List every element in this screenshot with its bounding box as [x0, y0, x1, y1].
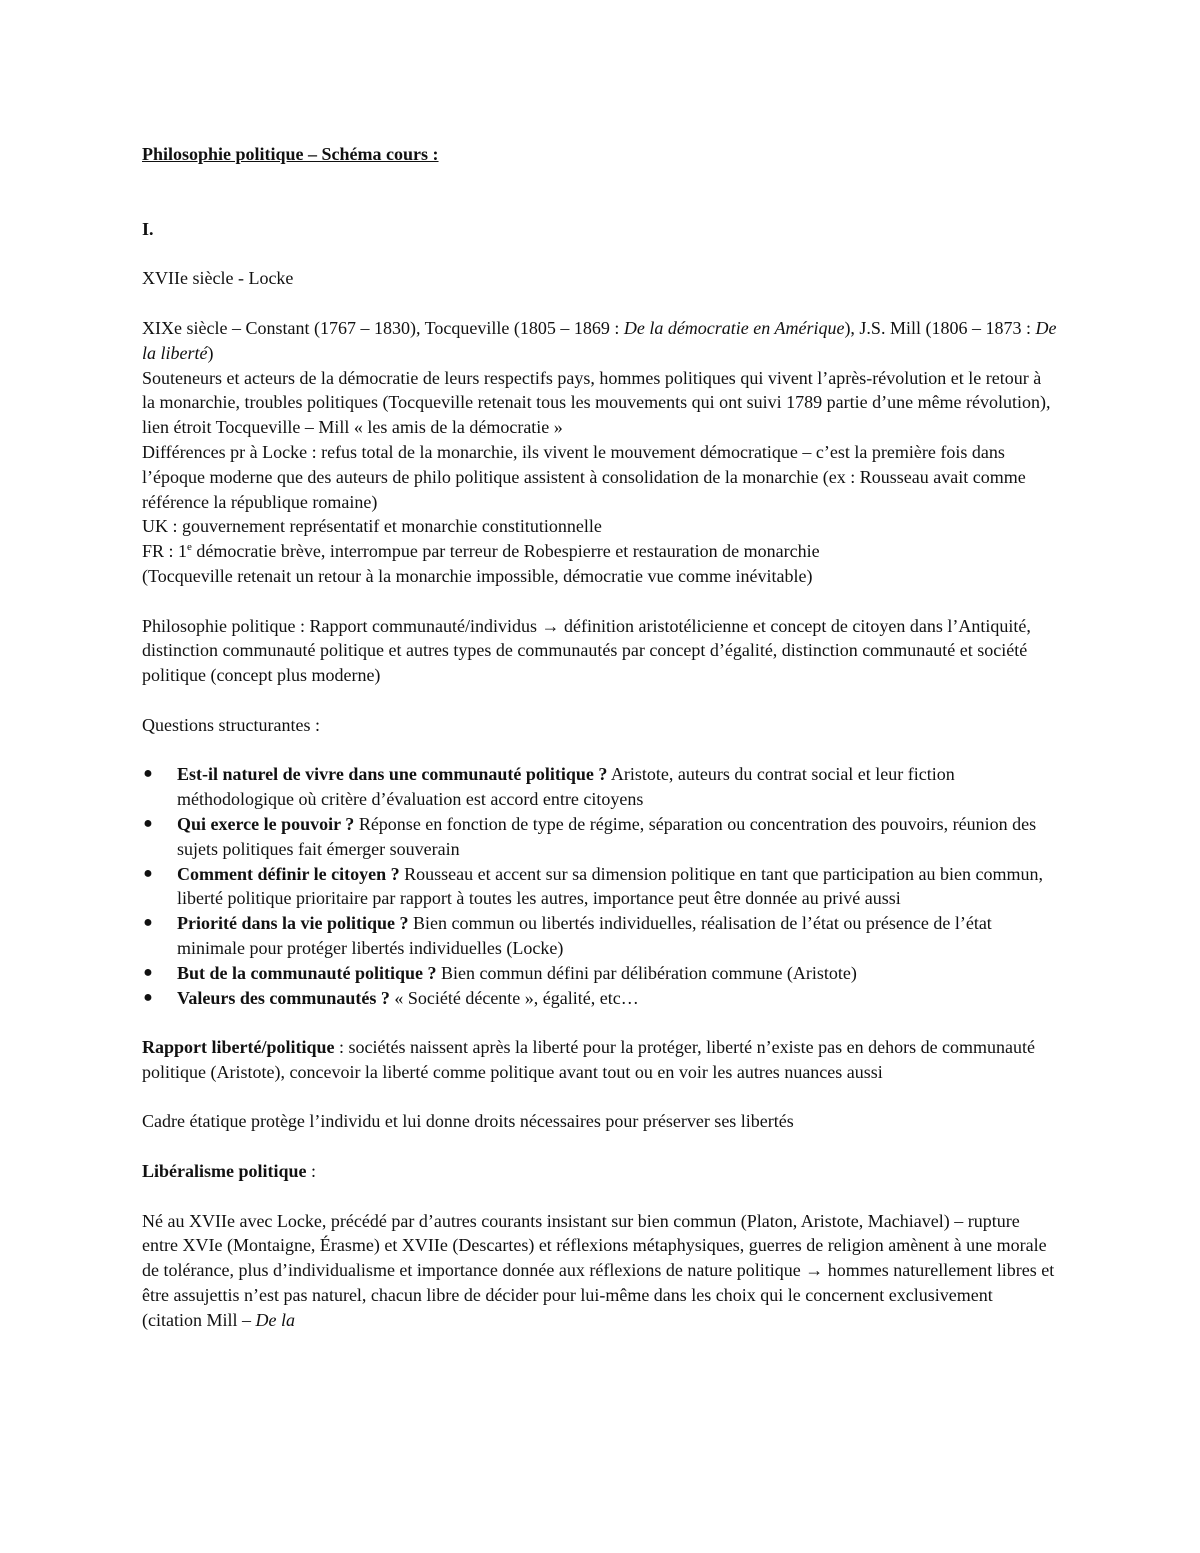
list-item: ● Valeurs des communautés ? « Société décente », égalité, etc… — [142, 986, 1057, 1011]
paragraph-tocqueville: (Tocqueville retenait un retour à la monarchie impossible, démocratie vue comme inévitable) — [142, 565, 813, 586]
paragraph-questions: Questions structurantes : — [142, 714, 320, 735]
list-item: ● But de la communauté politique ? Bien commun défini par délibération commune (Aristote) — [142, 961, 1057, 986]
paragraph-xix-siecle: XIXe siècle – Constant (1767 – 1830), Tocqueville (1805 – 1869 : De la démocratie en Amérique), J.S. Mill (1806 – 1873 : De la liberté) — [142, 317, 1057, 363]
section-heading: I. — [142, 218, 154, 239]
paragraph-locke: XVIIe siècle - Locke — [142, 268, 294, 289]
page-title: Philosophie politique – Schéma cours : — [142, 144, 439, 164]
bullet-icon: ● — [143, 963, 153, 981]
list-item: ● Qui exerce le pouvoir ? Réponse en fonction de type de régime, séparation ou concentration des pouvoirs, réunion des sujets politiques fait émerger souverain — [143, 813, 1037, 859]
paragraph-fr: FR : 1e démocratie brève, interrompue par terreur de Robespierre et restauration de monarchie — [142, 541, 820, 562]
list-item: ● Est-il naturel de vivre dans une communauté politique ? Aristote, auteurs du contrat social et leur fiction méthodologique où critère d’évaluation est accord entre citoyens — [143, 764, 955, 810]
paragraph-ne-au-xviie: Né au XVIIe avec Locke, précédé par d’autres courants insistant sur bien commun (Platon, Aristote, Machiavel) – rupture entre XVIe (Montaigne, Érasme) et XVIIe (Descartes) et réflexions métaphysiques, guerres de religion amènent à une morale de tolérance, plus d’individualisme et importance donnée aux réflexions de nature politique → hommes naturellement libres et être assujettis n’est pas naturel, chacun libre de décider pour lui-même dans les choix qui le concernent exclusivement (citation Mill – De la — [142, 1210, 1055, 1330]
paragraph-philosophie-politique: Philosophie politique : Rapport communauté/individus → définition aristotélicienne et concept de citoyen dans l’Antiquité, distinction communauté politique et autres types de communautés par concept d’égalité, distinction communauté et société politique (concept plus moderne) — [142, 615, 1031, 686]
bullet-icon: ● — [143, 914, 153, 932]
paragraph-cadre-etatique: Cadre étatique protège l’individu et lui donne droits nécessaires pour préserver ses libertés — [142, 1111, 794, 1132]
list-item: ● Priorité dans la vie politique ? Bien commun ou libertés individuelles, réalisation de l’état ou présence de l’état minimale pour protéger libertés individuelles (Locke) — [143, 913, 992, 958]
bullet-icon: ● — [143, 988, 153, 1006]
bullet-icon: ● — [143, 765, 153, 783]
document-body — [142, 142, 1057, 1333]
paragraph-rapport-liberte: Rapport liberté/politique : sociétés naissent après la liberté pour la protéger, liberté n’existe pas en dehors de communauté politique (Aristote), concevoir la liberté comme politique avant tout ou en voir les autres nuances aussi — [142, 1037, 1036, 1082]
questions-list — [142, 762, 1057, 1010]
bullet-icon: ● — [143, 864, 153, 882]
list-item: ● Comment définir le citoyen ? Rousseau et accent sur sa dimension politique en tant que participation au bien commun, liberté politique prioritaire par rapport à toutes les autres, importance peut être donnée au privé aussi — [143, 863, 1043, 909]
bullet-icon: ● — [143, 814, 153, 832]
paragraph-differences: Différences pr à Locke : refus total de la monarchie, ils vivent le mouvement démocratique – c’est la première fois dans l’époque moderne que des auteurs de philo politique assistent à consolidation de la monarchie (ex : Rousseau avait comme référence la république romaine) — [142, 441, 1026, 512]
paragraph-souteneurs: Souteneurs et acteurs de la démocratie de leurs respectifs pays, hommes politiques qui vivent l’après-révolution et le retour à la monarchie, troubles politiques (Tocqueville retenait tous les mouvements qui ont suivi 1789 partie d’une même révolution), lien étroit Tocqueville – Mill « les amis de la démocratie » — [142, 367, 1051, 438]
paragraph-uk: UK : gouvernement représentatif et monarchie constitutionnelle — [142, 516, 602, 537]
heading-liberalisme: Libéralisme politique : — [142, 1161, 317, 1182]
